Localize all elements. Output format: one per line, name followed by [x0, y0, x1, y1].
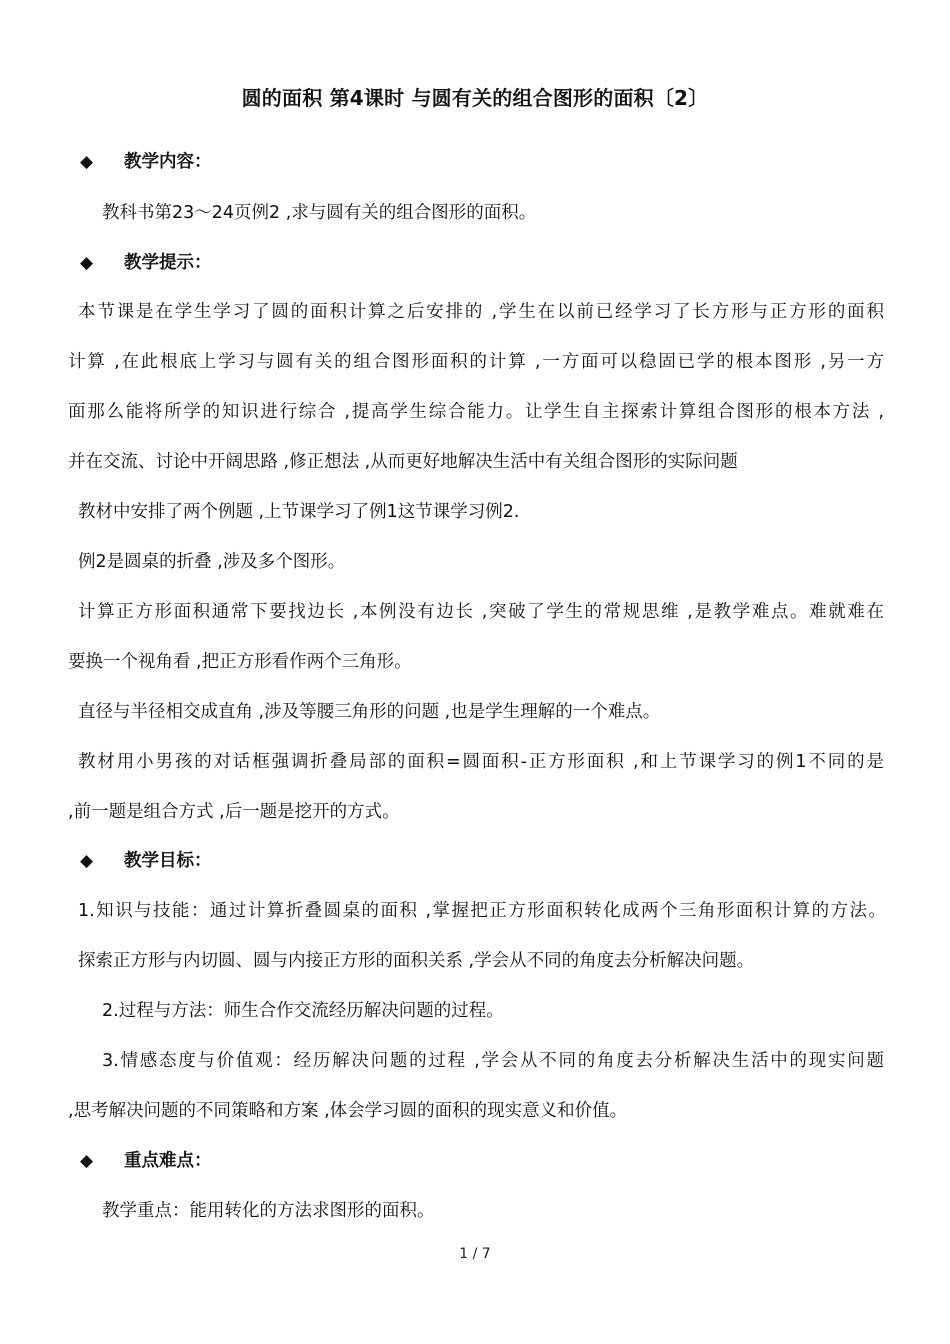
section-heading-key-points: [80, 1148, 212, 1174]
goal-line: 探索正方形与内切圆、圆与内接正方形的面积关系 ,学会从不同的角度去分析解决问题。: [78, 951, 755, 971]
paragraph-line: 例2是圆桌的折叠 ,涉及多个图形。: [78, 552, 346, 572]
section-heading-label: 教学内容：: [124, 152, 212, 172]
goal-line: ,思考解决问题的不同策略和方案 ,体会学习圆的面积的现实意义和价值。: [68, 1101, 628, 1121]
goal-line: 3.情感态度与价值观：经历解决问题的过程 ,学会从不同的角度去分析解决生活中的现实问题: [102, 1051, 884, 1071]
paragraph-line: 计算正方形面积通常下要找边长 ,本例没有边长 ,突破了学生的常规思维 ,是教学难点。难就难在: [78, 602, 884, 622]
diamond-bullet-icon: ◆: [80, 253, 94, 273]
section-heading-label: 教学目标：: [124, 851, 212, 871]
paragraph-line: 并在交流、讨论中开阔思路 ,修正想法 ,从而更好地解决生活中有关组合图形的实际问题: [68, 452, 738, 472]
diamond-bullet-icon: ◆: [80, 851, 94, 871]
paragraph-line: 计算 ,在此根底上学习与圆有关的组合图形面积的计算 ,一方面可以稳固已学的根本图形 ,另一方: [68, 352, 884, 372]
document-title: 圆的面积 第4课时 与圆有关的组合图形的面积〔2〕: [241, 86, 709, 110]
key-points-text: 教学重点：能用转化的方法求图形的面积。: [102, 1201, 435, 1221]
paragraph-line: 教材用小男孩的对话框强调折叠局部的面积=圆面积-正方形面积 ,和上节课学习的例1不同的是: [78, 752, 884, 772]
section-heading-label: 重点难点：: [124, 1151, 212, 1171]
section-heading-content: [80, 149, 212, 175]
section-heading-tips: [80, 250, 212, 276]
paragraph-line: 本节课是在学生学习了圆的面积计算之后安排的 ,学生在以前已经学习了长方形与正方形的面积: [78, 302, 884, 322]
goal-line: 2.过程与方法：师生合作交流经历解决问题的过程。: [102, 1001, 504, 1021]
section-heading-label: 教学提示：: [124, 253, 212, 273]
section-heading-goals: [80, 848, 212, 874]
content-text: 教科书第23～24页例2 ,求与圆有关的组合图形的面积。: [102, 203, 537, 223]
paragraph-line: 要换一个视角看 ,把正方形看作两个三角形。: [68, 652, 412, 672]
diamond-bullet-icon: ◆: [80, 152, 94, 172]
paragraph-line: 直径与半径相交成直角 ,涉及等腰三角形的问题 ,也是学生理解的一个难点。: [78, 702, 661, 722]
diamond-bullet-icon: ◆: [80, 1151, 94, 1171]
paragraph-line: 教材中安排了两个例题 ,上节课学习了例1这节课学习例2.: [78, 502, 520, 522]
page-number: 1 / 7: [459, 1246, 491, 1262]
goal-line: 1.知识与技能：通过计算折叠圆桌的面积 ,掌握把正方形面积转化成两个三角形面积计算的方法。: [78, 901, 886, 921]
paragraph-line: ,前一题是组合方式 ,后一题是挖开的方式。: [68, 802, 400, 822]
paragraph-line: 面那么能将所学的知识进行综合 ,提高学生综合能力。让学生自主探索计算组合图形的根本方法 ,: [68, 402, 884, 422]
